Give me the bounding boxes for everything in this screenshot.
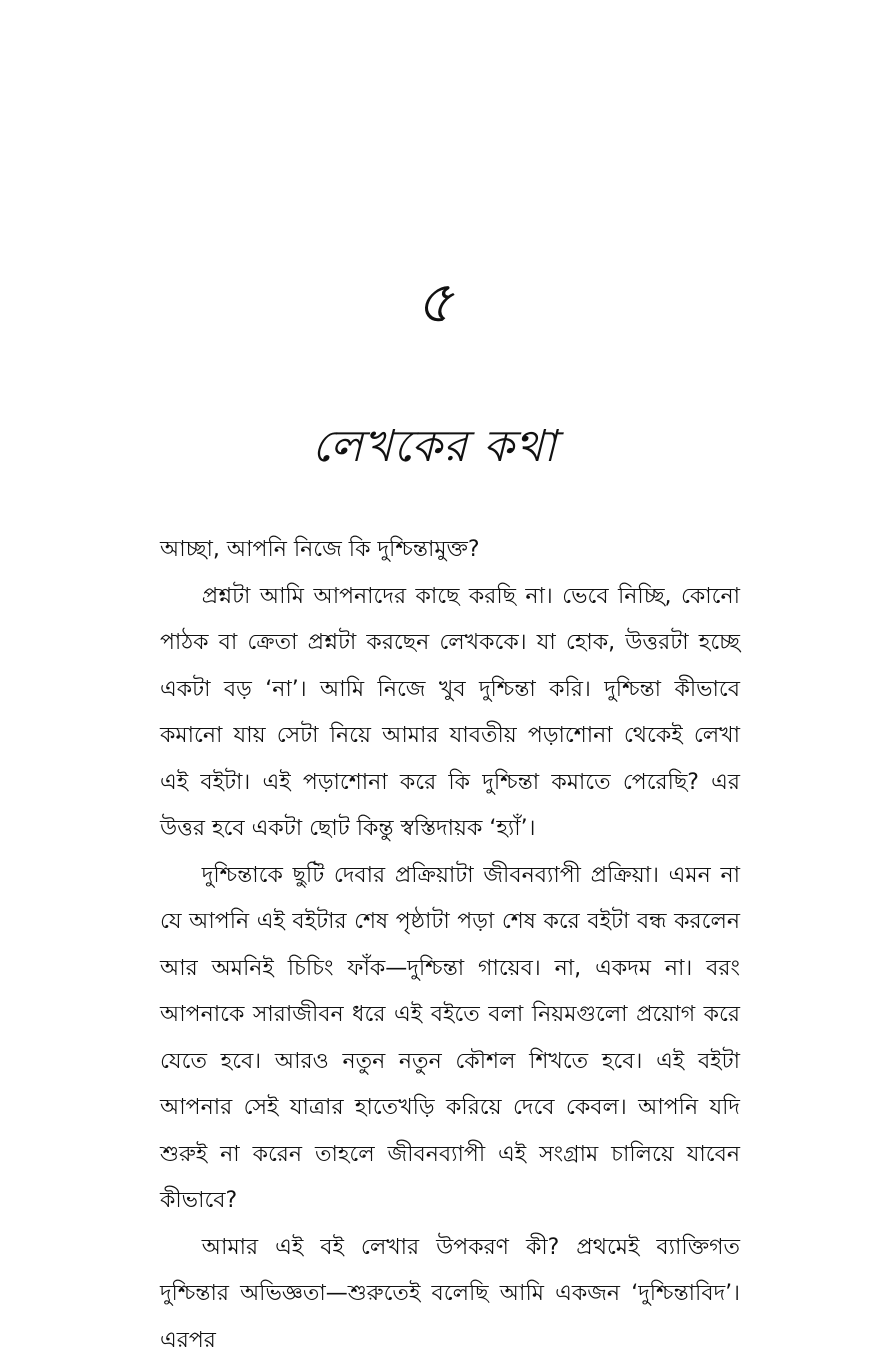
paragraph: প্রশ্নটা আমি আপনাদের কাছে করছি না। ভেবে নিচ্ছি, কোনো পাঠক বা ক্রেতা প্রশ্নটা করছেন লেখককে। যা হোক, উত্তরটা হচ্ছে একটা বড় ‘না’। আমি নিজে খুব দুশ্চিন্তা করি। দুশ্চিন্তা কীভাবে কমানো যায় সেটা নিয়ে আমার যাবতীয় পড়াশোনা থেকেই লেখা এই বইটা। এই পড়াশোনা করে কি দুশ্চিন্তা কমাতে পেরেছি? এর উত্তর হবে একটা ছোট কিন্তু স্বস্তিদায়ক ‘হ্যাঁ’।: [160, 574, 740, 853]
paragraph: আচ্ছা, আপনি নিজে কি দুশ্চিন্তামুক্ত?: [160, 527, 740, 574]
paragraph: দুশ্চিন্তাকে ছুটি দেবার প্রক্রিয়াটা জীবনব্যাপী প্রক্রিয়া। এমন না যে আপনি এই বইটার শেষ পৃষ্ঠাটা পড়া শেষ করে বইটা বন্ধ করলেন আর অমনিই চিচিং ফাঁক—দুশ্চিন্তা গায়েব। না, একদম না। বরং আপনাকে সারাজীবন ধরে এই বইতে বলা নিয়মগুলো প্রয়োগ করে যেতে হবে। আরও নতুন নতুন কৌশল শিখতে হবে। এই বইটা আপনার সেই যাত্রার হাতেখড়ি করিয়ে দেবে কেবল। আপনি যদি শুরুই না করেন তাহলে জীবনব্যাপী এই সংগ্রাম চালিয়ে যাবেন কীভাবে?: [160, 853, 740, 1225]
chapter-title: লেখকের কথা: [0, 412, 869, 482]
paragraph: আমার এই বই লেখার উপকরণ কী? প্রথমেই ব্যাক্তিগত দুশ্চিন্তার অভিজ্ঞতা—শুরুতেই বলেছি আমি একজন ‘দুশ্চিন্তাবিদ’। এরপর: [160, 1225, 740, 1364]
body-text: [160, 527, 740, 1364]
chapter-number: ৫: [0, 262, 869, 342]
